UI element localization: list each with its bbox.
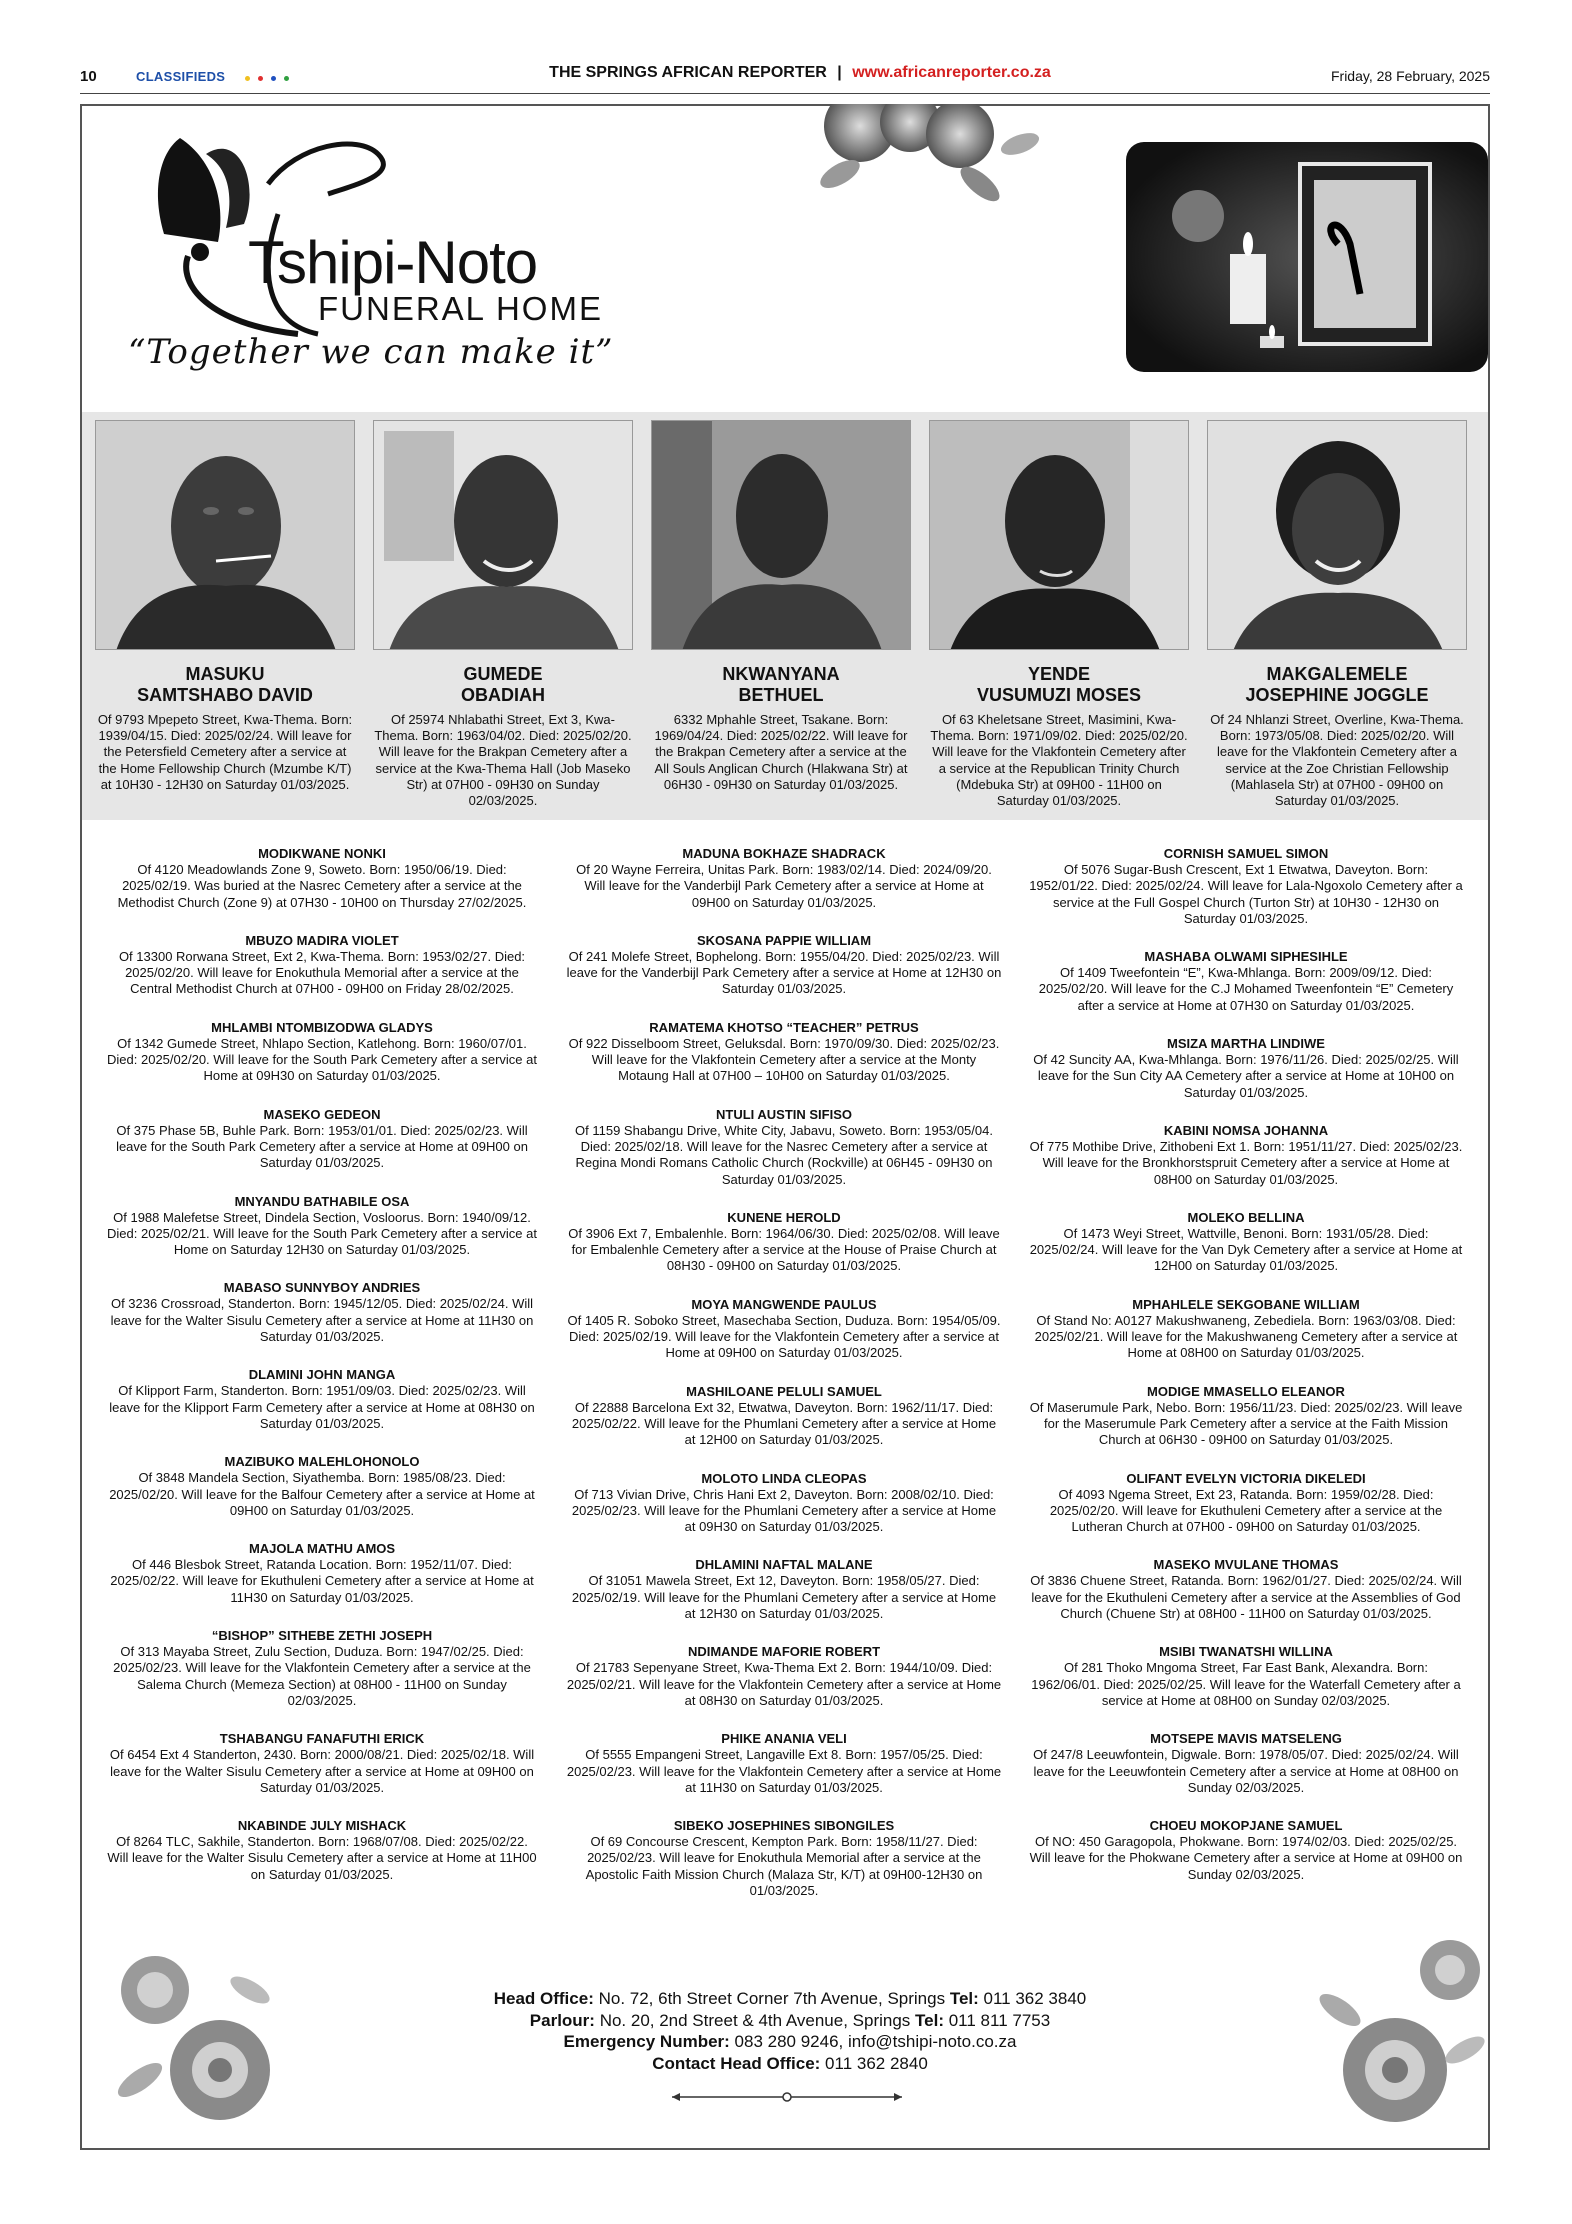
brand-subtitle: FUNERAL HOME	[318, 290, 603, 327]
notice-text: Of 922 Disselboom Street, Geluksdal. Born: 1970/09/30. Died: 2025/02/23. Will leave for the Vlakfontein Cemetery after a service at the Monty Motaung Hall at 07H00 – 10H00 on Saturday 01/03/2025.	[568, 1035, 1000, 1084]
page-header	[80, 64, 1490, 94]
rose-icon	[1300, 1930, 1490, 2145]
notice-text: Of 3236 Crossroad, Standerton. Born: 1945/12/05. Died: 2025/02/24. Will leave for the Walter Sisulu Cemetery after a service at Home at 11H30 on Saturday 01/03/2025.	[110, 1296, 534, 1345]
notice-name: KUNENE HEROLD	[727, 1209, 841, 1225]
notice-text: Of 1159 Shabangu Drive, White City, Jabavu, Soweto. Born: 1953/05/04. Died: 2025/02/18. Will leave for the Nasrec Cemetery after a service at Regina Mondi Romans Catholic Church (Rockville) at 06H45 - 09H30 on Saturday 01/03/2025.	[575, 1122, 993, 1187]
notice-name: DHLAMINI NAFTAL MALANE	[695, 1557, 873, 1573]
death-notice	[566, 1644, 1002, 1709]
notice-name: “BISHOP” SITHEBE ZETHI JOSEPH	[211, 1628, 433, 1644]
notice-text: Of 241 Molefe Street, Bophelong. Born: 1955/04/20. Died: 2025/02/23. Will leave for the Vanderbijl Park Cemetery after a service at Home at 12H30 on Saturday 01/03/2025.	[566, 948, 1002, 997]
notice-name: MOLOTO LINDA CLEOPAS	[701, 1470, 867, 1486]
notice-text: Of 281 Thoko Mngoma Street, Far East Bank, Alexandra. Born: 1962/06/01. Died: 2025/02/25. Will leave for the Waterfall Cemetery after a service at Home at 08H00 on Sunday 02/03/2025.	[1031, 1660, 1461, 1708]
notice-text: Of 5555 Empangeni Street, Langaville Ext 8. Born: 1957/05/25. Died: 2025/02/23. Will leave for the Vlakfontein Cemetery after a service at Home at 11H30 on Saturday 01/03/2025.	[566, 1747, 1002, 1795]
notices-column-left	[104, 846, 540, 1905]
notice-text: Of Maserumule Park, Nebo. Born: 1956/11/23. Died: 2025/02/23. Will leave for the Maserumule Park Cemetery after a service at the Faith Mission Church at 06H30 - 09H00 on Saturday 01/03/2025.	[1029, 1399, 1463, 1448]
death-notice	[566, 1818, 1002, 1899]
emergency-line	[420, 2031, 1160, 2053]
notice-name: MAZIBUKO MALEHLOHONOLO	[224, 1454, 420, 1470]
notice-details: Of 25974 Nhlabathi Street, Ext 3, Kwa-Thema. Born: 1963/04/02. Died: 2025/02/20. Will leave for the Brakpan Cemetery after a service at the Kwa-Thema Hall (Job Maseko Str) at 07H00 - 09H30 on Sunday 02/03/2025.	[374, 712, 632, 809]
brand-tagline: “Together we can make it”	[128, 332, 614, 372]
parlour-tel-label: Tel:	[915, 2010, 944, 2030]
death-notice	[104, 846, 540, 911]
death-notice	[1028, 1036, 1464, 1101]
notice-details: Of 9793 Mpepeto Street, Kwa-Thema. Born: 1939/04/15. Died: 2025/02/24. Will leave for the Petersfield Cemetery after a service at the Home Fellowship Church (Mzumbe K/T) at 10H30 - 12H30 on Saturday 01/03/2025.	[97, 712, 353, 792]
death-notice	[104, 1818, 540, 1883]
death-notice	[1028, 1297, 1464, 1362]
notice-name: MAJOLA MATHU AMOS	[248, 1541, 396, 1557]
notices-column-middle	[566, 846, 1002, 1921]
notice-text: Of 4093 Ngema Street, Ext 23, Ratanda. Born: 1959/02/28. Died: 2025/02/20. Will leave for Ekuthuleni Cemetery after a service at the Lutheran Church at 07H00 - 09H00 on Saturday 01/03/2025.	[1049, 1486, 1443, 1535]
death-notice	[104, 1107, 540, 1172]
notice-text: Of 713 Vivian Drive, Chris Hani Ext 2, Daveyton. Born: 2008/02/10. Died: 2025/02/23. Will leave for the Phumlani Cemetery after a service at Home at 09H30 on Saturday 01/03/2025.	[571, 1486, 997, 1535]
deceased-given-names: OBADIAH	[461, 685, 545, 705]
notice-name: CORNISH SAMUEL SIMON	[1163, 846, 1329, 861]
death-notice	[104, 1628, 540, 1709]
deceased-given-names: JOSEPHINE JOGGLE	[1245, 685, 1429, 705]
death-notice	[1028, 1123, 1464, 1188]
deceased-surname: MASUKU	[185, 664, 265, 684]
issue-date: Friday, 28 February, 2025	[1330, 68, 1490, 84]
notice-name: MADUNA BOKHAZE SHADRACK	[682, 846, 886, 861]
death-notice	[1028, 1471, 1464, 1536]
notice-text: Of 8264 TLC, Sakhile, Standerton. Born: 1968/07/08. Died: 2025/02/22. Will leave for the Walter Sisulu Cemetery after a service at Home at 11H00 on Saturday 01/03/2025.	[107, 1834, 537, 1882]
deceased-name	[95, 664, 355, 706]
notice-name: PHIKE ANANIA VELI	[721, 1731, 847, 1747]
parlour-tel[interactable]: 011 811 7753	[944, 2010, 1051, 2030]
notice-text: Of 21783 Sepenyane Street, Kwa-Thema Ext 2. Born: 1944/10/09. Died: 2025/02/21. Will leave for the Vlakfontein Cemetery after a service at Home at 08H30 on Saturday 01/03/2025.	[566, 1660, 1002, 1708]
death-notice	[1028, 846, 1464, 927]
head-office-label: Head Office:	[493, 1989, 594, 2008]
deceased-given-names: SAMTSHABO DAVID	[137, 685, 313, 705]
death-notice	[1028, 1557, 1464, 1622]
death-notice	[1028, 1210, 1464, 1275]
featured-notice	[929, 420, 1189, 809]
notice-text: Of 446 Blesbok Street, Ratanda Location. Born: 1952/11/07. Died: 2025/02/22. Will leave for Ekuthuleni Cemetery after a service at Home at 11H30 on Saturday 01/03/2025.	[110, 1557, 534, 1605]
notice-details: 6332 Mphahle Street, Tsakane. Born: 1969/04/24. Died: 2025/02/22. Will leave for the Brakpan Cemetery after a service at the All Souls Anglican Church (Hlakwana Str) at 06H30 - 09H30 on Saturday 01/03/2025.	[654, 712, 908, 792]
death-notice	[104, 1020, 540, 1085]
death-notice	[1028, 1818, 1464, 1883]
contact-label: Contact Head Office:	[652, 2053, 821, 2073]
section-label: CLASSIFIEDS	[136, 69, 226, 84]
deceased-name	[1207, 664, 1467, 706]
notice-name: KABINI NOMSA JOHANNA	[1163, 1122, 1329, 1138]
notice-text: Of 1342 Gumede Street, Nhlapo Section, Katlehong. Born: 1960/07/01. Died: 2025/02/20. Will leave for the South Park Cemetery after a service at Home at 09H30 on Saturday 01/03/2025.	[107, 1035, 537, 1084]
deceased-surname: NKWANYANA	[722, 664, 840, 684]
notice-text: Of 1409 Tweefontein “E”, Kwa-Mhlanga. Born: 2009/09/12. Died: 2025/02/20. Will leave for the C.J Mohamed Tweenfontein “E” Cemetery after a service at Home at 07H30 on Saturday 01/03/2025.	[1038, 965, 1454, 1013]
deceased-given-names: VUSUMUZI MOSES	[976, 685, 1141, 705]
featured-notice	[373, 420, 633, 809]
notice-text: Of 1988 Malefetse Street, Dindela Section, Vosloorus. Born: 1940/09/12. Died: 2025/02/21. Will leave for the South Park Cemetery after a service at Home on Saturday 12H30 on Saturday 01/03/2025.	[107, 1209, 537, 1258]
notice-name: MASEKO GEDEON	[263, 1106, 381, 1122]
notice-text: Of 3836 Chuene Street, Ratanda. Born: 1962/01/27. Died: 2025/02/24. Will leave for the Ekuthuleni Cemetery after a service at the Assemblies of God Church (Chuene Str) at 08H00 - 11H00 on Saturday 01/03/2025.	[1030, 1573, 1462, 1622]
notice-name: MASHABA OLWAMI SIPHESIHLE	[1144, 949, 1348, 965]
notice-name: MPHAHLELE SEKGOBANE WILLIAM	[1132, 1296, 1360, 1312]
notice-text: Of 313 Mayaba Street, Zulu Section, Duduza. Born: 1947/02/25. Died: 2025/02/23. Will leave for the Vlakfontein Cemetery after a service at the Salema Church (Memeza Section) at 08H00 - 11H00 on Sunday 02/03/2025.	[113, 1644, 531, 1708]
death-notice	[566, 1107, 1002, 1188]
portrait-photo	[929, 420, 1189, 650]
deceased-surname: GUMEDE	[463, 664, 543, 684]
notice-text: Of NO: 450 Garagopola, Phokwane. Born: 1974/02/03. Died: 2025/02/25. Will leave for the Phokwane Cemetery after a service at Home at 09H00 on Sunday 02/03/2025.	[1029, 1834, 1463, 1882]
death-notice	[1028, 1644, 1464, 1709]
decor-dot	[284, 76, 289, 81]
emergency-label: Emergency Number:	[563, 2032, 730, 2051]
deceased-surname: YENDE	[1027, 664, 1090, 684]
deceased-surname: MAKGALEMELE	[1266, 664, 1408, 684]
notice-name: MOLEKO BELLINA	[1187, 1209, 1305, 1225]
death-notice	[1028, 1731, 1464, 1796]
notice-text: Of 20 Wayne Ferreira, Unitas Park. Born: 1983/02/14. Died: 2024/09/20. Will leave for the Vanderbijl Park Cemetery after a service at Home at 09H00 on Saturday 01/03/2025.	[576, 862, 992, 910]
portrait-photo	[373, 420, 633, 650]
death-notice	[104, 933, 540, 998]
death-notice	[566, 1297, 1002, 1362]
death-notice	[566, 1731, 1002, 1796]
notices-column-right	[1028, 846, 1464, 1905]
portrait-photo	[651, 420, 911, 650]
notice-name: MODIKWANE NONKI	[258, 846, 386, 861]
featured-notice	[651, 420, 911, 793]
rose-icon	[816, 104, 1042, 207]
featured-notice	[95, 420, 355, 793]
portrait-photo	[1207, 420, 1467, 650]
death-notice	[104, 1541, 540, 1606]
featured-notice	[1207, 420, 1467, 809]
notice-text: Of 4120 Meadowlands Zone 9, Soweto. Born: 1950/06/19. Died: 2025/02/19. Was buried at the Nasrec Cemetery after a service at the Methodist Church (Zone 9) at 07H30 - 10H00 on Thursday 27/02/2025.	[117, 862, 527, 910]
notice-text: Of 69 Concourse Crescent, Kempton Park. Born: 1958/11/27. Died: 2025/02/23. Will leave for Enokuthula Memorial after a service at the Apostolic Faith Mission Church (Malaza Str, K/T) at 09H00-12H30 on 01/03/2025.	[585, 1834, 983, 1898]
notice-name: MASHILOANE PELULI SAMUEL	[686, 1383, 882, 1399]
notice-name: OLIFANT EVELYN VICTORIA DIKELEDI	[1126, 1470, 1366, 1486]
death-notice	[566, 1471, 1002, 1536]
death-notice	[104, 1280, 540, 1345]
notice-name: MBUZO MADIRA VIOLET	[245, 932, 399, 948]
notice-name: MNYANDU BATHABILE OSA	[234, 1193, 410, 1209]
head-office-tel[interactable]: 011 362 3840	[978, 1989, 1087, 2008]
head-office-line	[420, 1988, 1160, 2010]
notice-name: RAMATEMA KHOTSO “TEACHER” PETRUS	[649, 1019, 919, 1035]
publication-name: THE SPRINGS AFRICAN REPORTER	[549, 64, 827, 81]
notice-name: MOYA MANGWENDE PAULUS	[691, 1296, 877, 1312]
notice-text: Of Klipport Farm, Standerton. Born: 1951/09/03. Died: 2025/02/23. Will leave for the Klipport Farm Cemetery after a service at Home at 08H30 on Saturday 01/03/2025.	[109, 1383, 535, 1431]
notice-name: MASEKO MVULANE THOMAS	[1153, 1557, 1339, 1573]
notice-text: Of 1405 R. Soboko Street, Masechaba Section, Duduza. Born: 1954/05/09. Died: 2025/02/19. Will leave for the Vlakfontein Cemetery after a service at Home at 09H00 on Saturday 01/03/2025.	[567, 1312, 1001, 1361]
notice-name: MHLAMBI NTOMBIZODWA GLADYS	[211, 1019, 433, 1035]
death-notice	[566, 1020, 1002, 1085]
notice-name: NTULI AUSTIN SIFISO	[715, 1106, 853, 1122]
death-notice	[1028, 949, 1464, 1014]
death-notice	[566, 1557, 1002, 1622]
deceased-name	[929, 664, 1189, 706]
parlour-line	[420, 2010, 1160, 2032]
brand-name: Tshipi-Noto	[248, 229, 538, 296]
notice-name: DLAMINI JOHN MANGA	[248, 1367, 396, 1383]
notice-text: Of 3906 Ext 7, Embalenhle. Born: 1964/06/30. Died: 2025/02/08. Will leave for Embalenhle Cemetery after a service at the House of Praise Church at 08H30 - 09H00 on Saturday 01/03/2025.	[568, 1225, 1000, 1274]
notice-details: Of 63 Kheletsane Street, Masimini, Kwa-Thema. Born: 1971/09/02. Died: 2025/02/20. Will leave for the Vlakfontein Cemetery after a service at the Republican Trinity Church (Mdebuka Str) at 09H00 - 11H00 on Saturday 01/03/2025.	[930, 712, 1188, 809]
parlour-address: No. 20, 2nd Street & 4th Avenue, Springs	[594, 2010, 916, 2030]
notice-text: Of 6454 Ext 4 Standerton, 2430. Born: 2000/08/21. Died: 2025/02/18. Will leave for the Walter Sisulu Cemetery after a service at Home at 09H00 on Saturday 01/03/2025.	[109, 1747, 535, 1795]
deceased-name	[373, 664, 633, 706]
ornament-divider	[672, 2090, 902, 2104]
head-office-tel-label: Tel:	[949, 1989, 979, 2008]
death-notice	[566, 1384, 1002, 1449]
notice-text: Of Stand No: A0127 Makushwaneng, Zebediela. Born: 1963/03/08. Died: 2025/02/21. Will leave for the Makushwaneng Cemetery after a service at Home at 08H00 on Saturday 01/03/2025.	[1034, 1312, 1458, 1361]
notice-name: NKABINDE JULY MISHACK	[237, 1818, 407, 1834]
death-notice	[104, 1731, 540, 1796]
deceased-name	[651, 664, 911, 706]
notice-name: NDIMANDE MAFORIE ROBERT	[687, 1644, 881, 1660]
death-notice	[566, 1210, 1002, 1275]
deceased-given-names: BETHUEL	[738, 685, 824, 705]
notice-details: Of 24 Nhlanzi Street, Overline, Kwa-Thema. Born: 1973/05/08. Died: 2025/02/20. Will leave for the Vlakfontein Cemetery after a service at the Zoe Christian Fellowship (Mahlasela Str) at 07H00 - 09H00 on Saturday 01/03/2025.	[1210, 712, 1464, 809]
parlour-label: Parlour:	[529, 2010, 595, 2030]
notice-text: Of 375 Phase 5B, Buhle Park. Born: 1953/01/01. Died: 2025/02/23. Will leave for the South Park Cemetery after a service at Home at 09H00 on Saturday 01/03/2025.	[116, 1122, 528, 1171]
notice-name: MABASO SUNNYBOY ANDRIES	[223, 1280, 421, 1296]
notice-name: MODIGE MMASELLO ELEANOR	[1147, 1383, 1345, 1399]
notice-name: SKOSANA PAPPIE WILLIAM	[696, 932, 872, 948]
notice-text: Of 3848 Mandela Section, Siyathemba. Born: 1985/08/23. Died: 2025/02/20. Will leave for the Balfour Cemetery after a service at Home at 09H00 on Saturday 01/03/2025.	[109, 1470, 535, 1518]
page-number: 10	[80, 68, 97, 85]
death-notice	[104, 1454, 540, 1519]
notice-text: Of 5076 Sugar-Bush Crescent, Ext 1 Etwatwa, Daveyton. Born: 1952/01/22. Died: 2025/02/24. Will leave for Lala-Ngoxolo Cemetery after a service at the Full Gospel Church (Turton Str) at 10H30 - 12H30 on Saturday 01/03/2025.	[1029, 862, 1463, 926]
notice-text: Of 13300 Rorwana Street, Ext 2, Kwa-Thema. Born: 1953/02/27. Died: 2025/02/20. Will leave for Enokuthula Memorial after a service at the Central Methodist Church at 07H00 - 09H00 on Friday 28/02/2025.	[118, 948, 526, 997]
decor-dot	[245, 76, 250, 81]
notice-name: CHOEU MOKOPJANE SAMUEL	[1149, 1818, 1343, 1834]
death-notice	[104, 1194, 540, 1259]
notice-name: MSIBI TWANATSHI WILLINA	[1159, 1644, 1333, 1660]
notice-text: Of 22888 Barcelona Ext 32, Etwatwa, Daveyton. Born: 1962/11/17. Died: 2025/02/22. Will leave for the Phumlani Cemetery after a service at Home at 12H00 on Saturday 01/03/2025.	[571, 1399, 997, 1448]
notice-name: TSHABANGU FANAFUTHI ERICK	[219, 1731, 425, 1747]
notice-text: Of 42 Suncity AA, Kwa-Mhlanga. Born: 1976/11/26. Died: 2025/02/25. Will leave for the Sun City AA Cemetery after a service at Home at 10H00 on Saturday 01/03/2025.	[1033, 1052, 1459, 1100]
decor-dot	[271, 76, 276, 81]
emergency-contact[interactable]: 083 280 9246, info@tshipi-noto.co.za	[729, 2032, 1017, 2051]
notice-text: Of 1473 Weyi Street, Wattville, Benoni. Born: 1931/05/28. Died: 2025/02/24. Will leave for the Van Dyk Cemetery after a service at Home at 12H00 on Saturday 01/03/2025.	[1029, 1225, 1463, 1274]
candle-icon	[790, 104, 1490, 374]
notice-name: MOTSEPE MAVIS MATSELENG	[1150, 1731, 1342, 1747]
contact-line	[420, 2053, 1160, 2075]
notice-text: Of 31051 Mawela Street, Ext 12, Daveyton. Born: 1958/05/27. Died: 2025/02/19. Will leave for the Phumlani Cemetery after a service at Home at 12H30 on Saturday 01/03/2025.	[571, 1573, 997, 1622]
death-notice	[566, 933, 1002, 998]
contact-block	[420, 1988, 1160, 2074]
death-notice	[566, 846, 1002, 911]
portrait-photo	[95, 420, 355, 650]
publication-line	[500, 64, 1100, 82]
notice-text: Of 775 Mothibe Drive, Zithobeni Ext 1. Born: 1951/11/27. Died: 2025/02/23. Will leave for the Bronkhorstspruit Cemetery after a service at Home at 08H00 on Saturday 01/03/2025.	[1029, 1138, 1463, 1187]
notice-name: SIBEKO JOSEPHINES SIBONGILES	[673, 1818, 895, 1834]
notice-name: MSIZA MARTHA LINDIWE	[1167, 1036, 1325, 1052]
rose-icon	[100, 1930, 290, 2145]
head-office-address: No. 72, 6th Street Corner 7th Avenue, Springs	[593, 1989, 950, 2008]
publication-url[interactable]: www.africanreporter.co.za	[852, 64, 1051, 81]
contact-number[interactable]: 011 362 2840	[820, 2053, 928, 2073]
death-notice	[104, 1367, 540, 1432]
notice-text: Of 247/8 Leeuwfontein, Digwale. Born: 1978/05/07. Died: 2025/02/24. Will leave for the Leeuwfontein Cemetery after a service at Home at 08H00 on Sunday 02/03/2025.	[1033, 1747, 1459, 1795]
decor-dot	[258, 76, 263, 81]
death-notice	[1028, 1384, 1464, 1449]
separator: |	[837, 64, 842, 81]
